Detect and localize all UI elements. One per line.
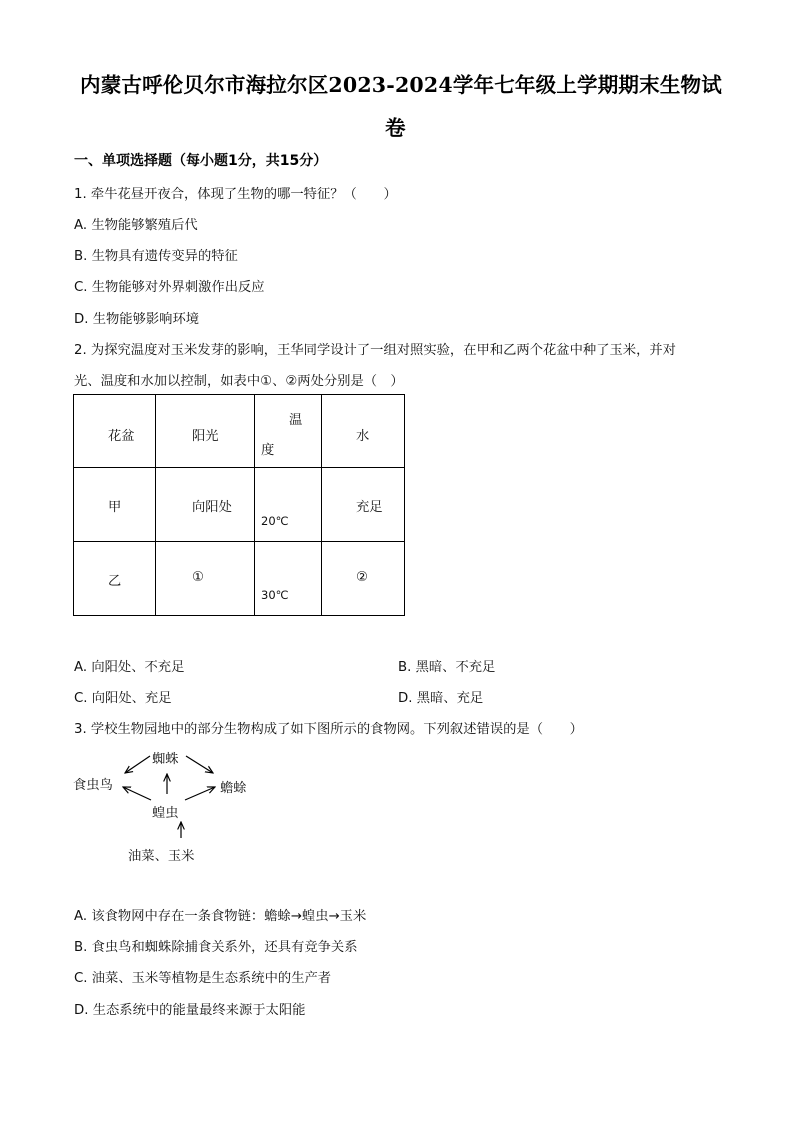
row-2-sunlight: ① [192, 570, 204, 585]
page-title-line-2: 卷 [385, 116, 406, 140]
row-1-sunlight: 向阳处 [192, 500, 232, 515]
food-web-plants-label: 油菜、玉米 [128, 849, 195, 864]
table-header-cell [255, 395, 322, 468]
header-sunlight: 阳光 [192, 429, 219, 444]
food-web-toad-label: 蟾蜍 [220, 781, 247, 796]
table-cell [322, 468, 405, 542]
row-2-temperature: 30℃ [261, 588, 289, 602]
question-3-option-b[interactable]: B. 食虫鸟和蜘蛛除捕食关系外，还具有竞争关系 [74, 940, 358, 955]
table-cell [74, 468, 156, 542]
question-2-stem-line-1: 2. 为探究温度对玉米发芽的影响，王华同学设计了一组对照实验，在甲和乙两个花盆中种了玉米，并对 [74, 343, 676, 358]
question-3-option-c[interactable]: C. 油菜、玉米等植物是生态系统中的生产者 [74, 971, 332, 986]
question-2-stem-line-2: 光、温度和水加以控制，如表中①、②两处分别是（ ） [74, 374, 404, 389]
row-1-pot: 甲 [108, 500, 122, 515]
question-1-option-c[interactable]: C. 生物能够对外界刺激作出反应 [74, 280, 265, 295]
food-web-bird-label: 食虫鸟 [73, 778, 113, 793]
table-row [74, 542, 405, 616]
header-temperature-part-1: 温 [289, 413, 303, 428]
arrow-spider-to-bird [125, 756, 150, 773]
food-web-grasshopper-label: 蝗虫 [152, 806, 179, 821]
table-header-cell [74, 395, 156, 468]
table-cell [322, 542, 405, 616]
question-3-option-d[interactable]: D. 生态系统中的能量最终来源于太阳能 [74, 1003, 306, 1018]
header-temperature-part-2: 度 [261, 443, 275, 458]
table-cell [255, 468, 322, 542]
table-header-row [74, 395, 405, 468]
table-header-cell [156, 395, 255, 468]
row-2-water: ② [356, 570, 368, 585]
section-heading: 一、单项选择题（每小题1分，共15分） [74, 153, 328, 169]
question-2-option-c[interactable]: C. 向阳处、充足 [74, 691, 172, 706]
page-title-line-1: 内蒙古呼伦贝尔市海拉尔区2023-2024学年七年级上学期期末生物试 [80, 73, 722, 97]
question-1-stem: 1. 牵牛花昼开夜合，体现了生物的哪一特征？（ ） [74, 187, 397, 202]
table-header-cell [322, 395, 405, 468]
row-1-water: 充足 [356, 500, 383, 515]
question-2-option-d[interactable]: D. 黑暗、充足 [398, 691, 484, 706]
question-1-option-b[interactable]: B. 生物具有遗传变异的特征 [74, 249, 238, 264]
food-web-spider-label: 蜘蛛 [152, 752, 179, 767]
arrow-grasshopper-to-toad [185, 787, 215, 800]
experiment-table [73, 394, 405, 616]
row-1-temperature: 20℃ [261, 514, 289, 528]
table-cell [156, 468, 255, 542]
table-row [74, 468, 405, 542]
question-2-option-b[interactable]: B. 黑暗、不充足 [398, 660, 496, 675]
table-cell [255, 542, 322, 616]
question-2-option-a[interactable]: A. 向阳处、不充足 [74, 660, 185, 675]
question-3-stem: 3. 学校生物园地中的部分生物构成了如下图所示的食物网。下列叙述错误的是（ ） [74, 722, 583, 737]
table-cell [74, 542, 156, 616]
question-1-option-a[interactable]: A. 生物能够繁殖后代 [74, 218, 198, 233]
table-cell [156, 542, 255, 616]
header-water: 水 [356, 429, 370, 444]
question-3-option-a[interactable]: A. 该食物网中存在一条食物链：蟾蜍→蝗虫→玉米 [74, 909, 367, 924]
row-2-pot: 乙 [108, 574, 122, 589]
arrow-spider-to-toad [186, 756, 213, 773]
arrow-grasshopper-to-bird [123, 787, 151, 800]
question-1-option-d[interactable]: D. 生物能够影响环境 [74, 312, 200, 327]
header-pot: 花盆 [108, 429, 135, 444]
